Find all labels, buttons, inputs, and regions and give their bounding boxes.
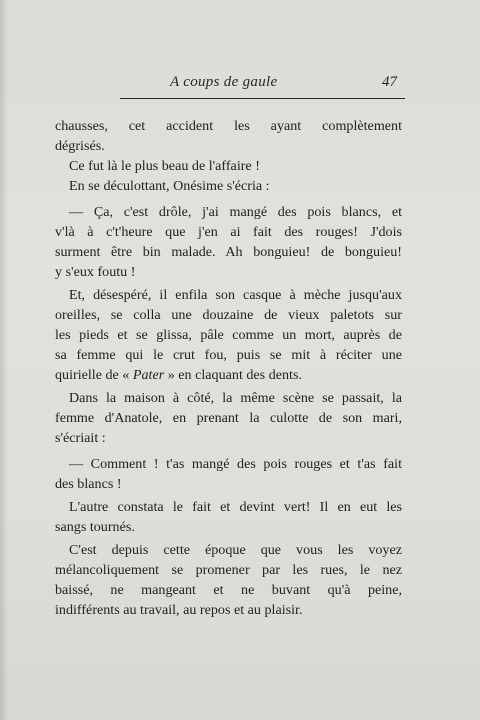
body-text: [55, 116, 402, 620]
text-line: baissé, ne mangeant et ne buvant qu'à peine,: [55, 582, 402, 598]
italic-word: Pater: [132, 367, 165, 383]
text-line: — Ça, c'est drôle, j'ai mangé des pois blancs, et: [69, 204, 402, 220]
text-line: C'est depuis cette époque que vous les voyez: [69, 542, 402, 558]
text-line: L'autre constata le fait et devint vert! Il en eut les: [69, 499, 402, 515]
page-header: [120, 74, 405, 99]
text-line: mélancoliquement se promener par les rues, le nez: [55, 562, 402, 578]
text-fragment: quirielle de «: [55, 367, 133, 383]
text-line: les pieds et se glissa, pâle comme un mort, auprès de: [55, 327, 402, 343]
text-line: Et, désespéré, il enfila son casque à mèche jusqu'aux: [69, 287, 402, 303]
text-line: dégrisés.: [55, 138, 105, 154]
text-line: sangs tournés.: [55, 519, 135, 535]
text-line: y s'eux foutu !: [55, 264, 136, 280]
text-line: oreilles, se colla une douzaine de vieux paletots sur: [55, 307, 402, 323]
text-line: femme d'Anatole, en prenant la culotte de son mari,: [55, 410, 402, 426]
running-title: A coups de gaule: [170, 74, 278, 90]
text-line: surment être bin malade. Ah bonguieu! de bonguieu!: [55, 244, 402, 260]
page-number: 47: [382, 74, 397, 90]
text-line: En se déculottant, Onésime s'écria :: [69, 178, 270, 194]
text-line: [55, 365, 402, 385]
text-line: — Comment ! t'as mangé des pois rouges et t'as fait: [69, 456, 402, 472]
page-edge-shadow: [0, 0, 8, 720]
text-line: indifférents au travail, au repos et au plaisir.: [55, 602, 303, 618]
text-line: des blancs !: [55, 476, 122, 492]
text-line: v'là à c't'heure que j'en ai fait des rouges! J'dois: [55, 224, 402, 240]
text-line: chausses, cet accident les ayant complètement: [55, 118, 402, 134]
text-fragment: » en claquant des dents.: [164, 367, 302, 383]
text-line: s'écriait :: [55, 430, 106, 446]
text-line: Ce fut là le plus beau de l'affaire !: [69, 158, 260, 174]
text-line: sa femme qui le crut fou, puis se mit à réciter une: [55, 347, 402, 363]
text-line: Dans la maison à côté, la même scène se passait, la: [69, 390, 402, 406]
